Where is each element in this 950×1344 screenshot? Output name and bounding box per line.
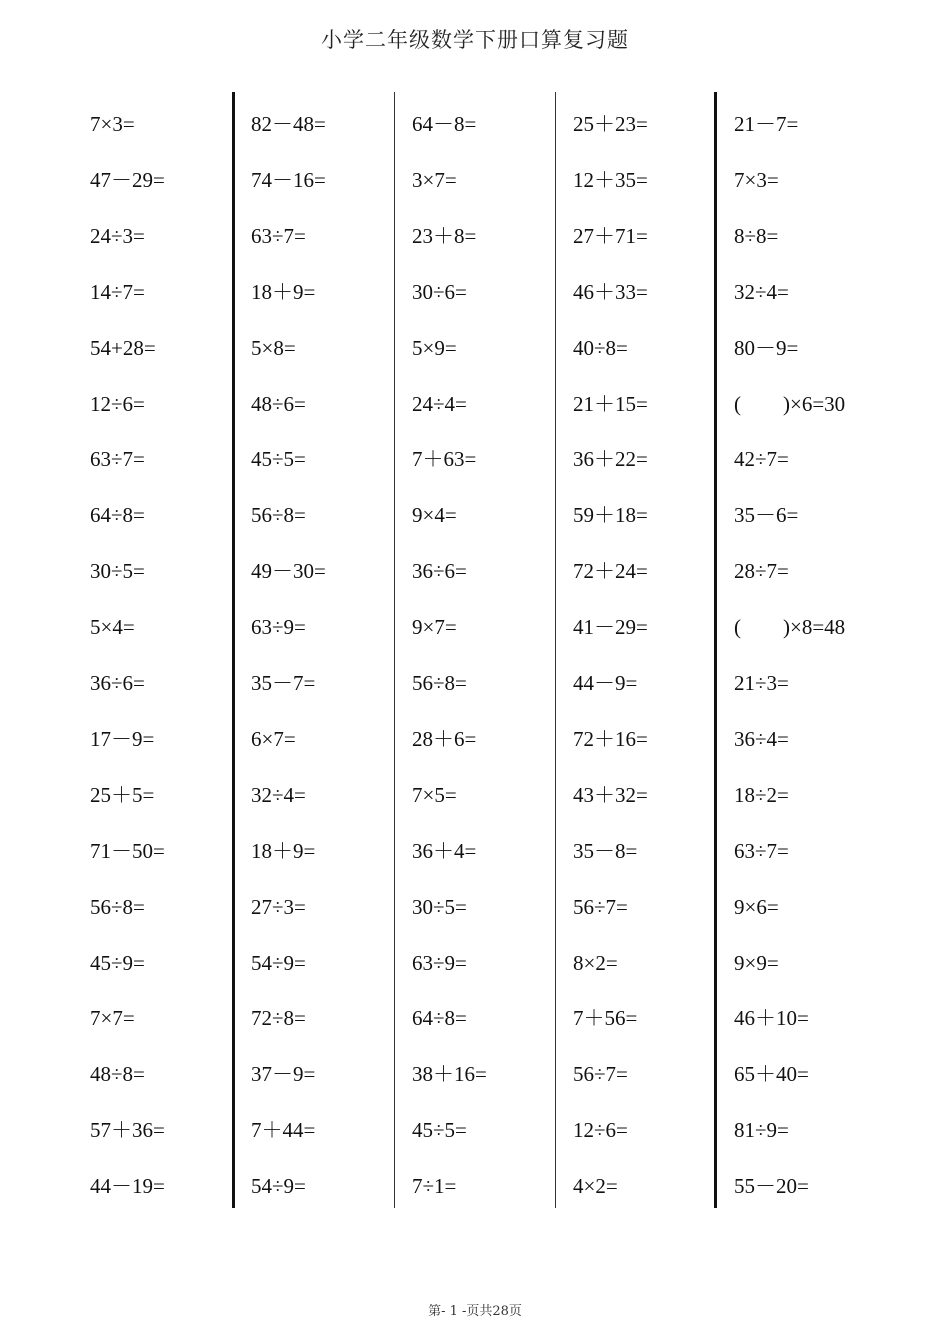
problem-item: 47－29= [90, 167, 165, 192]
problem-item: 9×4= [412, 503, 457, 528]
problem-item: 7＋63= [412, 447, 477, 472]
problem-item: 44－9= [573, 671, 638, 695]
problem-item: 12＋35= [573, 167, 648, 192]
problem-item: 65＋40= [734, 1062, 809, 1087]
problem-item: 63÷7= [734, 838, 789, 863]
problem-item: 21＋15= [573, 391, 648, 416]
problem-item: 21－7= [734, 112, 799, 136]
problem-item: 30÷6= [412, 279, 467, 304]
problem-item: 7×5= [412, 782, 457, 807]
problem-item: 4×2= [573, 1174, 618, 1199]
problem-item: 9×7= [412, 615, 457, 640]
problem-item: 25＋23= [573, 112, 648, 136]
problem-item: 48÷6= [251, 391, 306, 416]
problem-item: 54+28= [90, 335, 156, 360]
problem-item: 63÷9= [251, 615, 306, 640]
problem-item: 80－9= [734, 335, 799, 360]
problem-item: 14÷7= [90, 279, 145, 304]
problem-grid [72, 92, 876, 1208]
problem-item: 30÷5= [90, 559, 145, 584]
problem-item: 7×7= [90, 1006, 135, 1031]
problem-item: 46＋10= [734, 1006, 809, 1031]
problem-item: ( )×6=30 [734, 391, 846, 416]
problem-item: 35－7= [251, 671, 316, 695]
problem-item: 57＋36= [90, 1118, 165, 1143]
problem-item: 32÷4= [251, 782, 306, 807]
problem-item: 23＋8= [412, 223, 477, 248]
problem-item: 7×3= [734, 167, 779, 192]
problem-item: 56÷8= [251, 503, 306, 528]
problem-item: 41－29= [573, 615, 648, 640]
page-footer: 第- 1 -页共28页 [428, 1304, 522, 1319]
problem-item: 5×8= [251, 335, 296, 360]
problem-item: 43＋32= [573, 782, 648, 807]
problem-item: 18÷2= [734, 782, 789, 807]
problem-column-1 [72, 92, 233, 1208]
problem-item: 54÷9= [251, 950, 306, 975]
problem-item: 21÷3= [734, 671, 789, 695]
problem-item: 36＋22= [573, 447, 648, 472]
problem-item: 24÷3= [90, 223, 145, 248]
problem-item: 27＋71= [573, 223, 648, 248]
page-title: 小学二年级数学下册口算复习题 [321, 28, 629, 52]
problem-item: 56÷7= [573, 894, 628, 919]
problem-item: 36÷6= [412, 559, 467, 584]
problem-item: 56÷8= [90, 894, 145, 919]
problem-item: 56÷8= [412, 671, 467, 695]
problem-item: 54÷9= [251, 1174, 306, 1199]
problem-column-4 [555, 92, 716, 1208]
problem-item: 24÷4= [412, 391, 467, 416]
problem-item: 9×6= [734, 894, 779, 919]
problem-item: 36＋4= [412, 838, 477, 863]
problem-item: 5×4= [90, 615, 135, 640]
problem-item: 82－48= [251, 112, 326, 136]
problem-item: 18＋9= [251, 279, 316, 304]
problem-item: 7＋44= [251, 1118, 316, 1143]
problem-item: 71－50= [90, 838, 165, 863]
problem-item: 35－8= [573, 838, 638, 863]
problem-item: 42÷7= [734, 447, 789, 472]
problem-item: 37－9= [251, 1062, 316, 1087]
problem-item: 72÷8= [251, 1006, 306, 1031]
problem-item: 63÷7= [90, 447, 145, 472]
problem-item: 25＋5= [90, 782, 155, 807]
problem-item: 38＋16= [412, 1062, 487, 1087]
problem-item: 36÷6= [90, 671, 145, 695]
problem-item: 32÷4= [734, 279, 789, 304]
problem-column-3 [394, 92, 555, 1208]
problem-item: 74－16= [251, 167, 326, 192]
problem-item: 36÷4= [734, 726, 789, 751]
problem-item: 12÷6= [90, 391, 145, 416]
problem-item: 18＋9= [251, 838, 316, 863]
problem-item: 46＋33= [573, 279, 648, 304]
problem-item: 63÷7= [251, 223, 306, 248]
problem-item: 3×7= [412, 167, 457, 192]
problem-item: 45÷5= [412, 1118, 467, 1143]
problem-item: 63÷9= [412, 950, 467, 975]
problem-item: 44－19= [90, 1174, 165, 1199]
problem-item: 7＋56= [573, 1006, 638, 1031]
problem-item: 28÷7= [734, 559, 789, 584]
problem-item: 56÷7= [573, 1062, 628, 1087]
problem-item: 6×7= [251, 726, 296, 751]
problem-item: 59＋18= [573, 503, 648, 528]
problem-item: 45÷5= [251, 447, 306, 472]
problem-item: 5×9= [412, 335, 457, 360]
problem-item: 17－9= [90, 726, 155, 751]
problem-item: 8÷8= [734, 223, 779, 248]
problem-item: 48÷8= [90, 1062, 145, 1087]
problem-item: 9×9= [734, 950, 779, 975]
problem-item: 7×3= [90, 112, 135, 136]
problem-item: 64÷8= [90, 503, 145, 528]
problem-item: 64－8= [412, 112, 477, 136]
problem-item: 72＋16= [573, 726, 648, 751]
problem-item: 64÷8= [412, 1006, 467, 1031]
problem-item: 45÷9= [90, 950, 145, 975]
problem-column-5 [716, 92, 876, 1208]
problem-column-2 [233, 92, 394, 1208]
problem-item: 12÷6= [573, 1118, 628, 1143]
problem-item: 72＋24= [573, 559, 648, 584]
problem-item: 28＋6= [412, 726, 477, 751]
problem-item: 8×2= [573, 950, 618, 975]
problem-item: 27÷3= [251, 894, 306, 919]
problem-item: 81÷9= [734, 1118, 789, 1143]
problem-item: 49－30= [251, 559, 326, 584]
problem-item: 7÷1= [412, 1174, 457, 1199]
problem-item: 40÷8= [573, 335, 628, 360]
problem-item: ( )×8=48 [734, 615, 846, 640]
problem-item: 55－20= [734, 1174, 809, 1199]
problem-item: 30÷5= [412, 894, 467, 919]
problem-item: 35－6= [734, 503, 799, 528]
